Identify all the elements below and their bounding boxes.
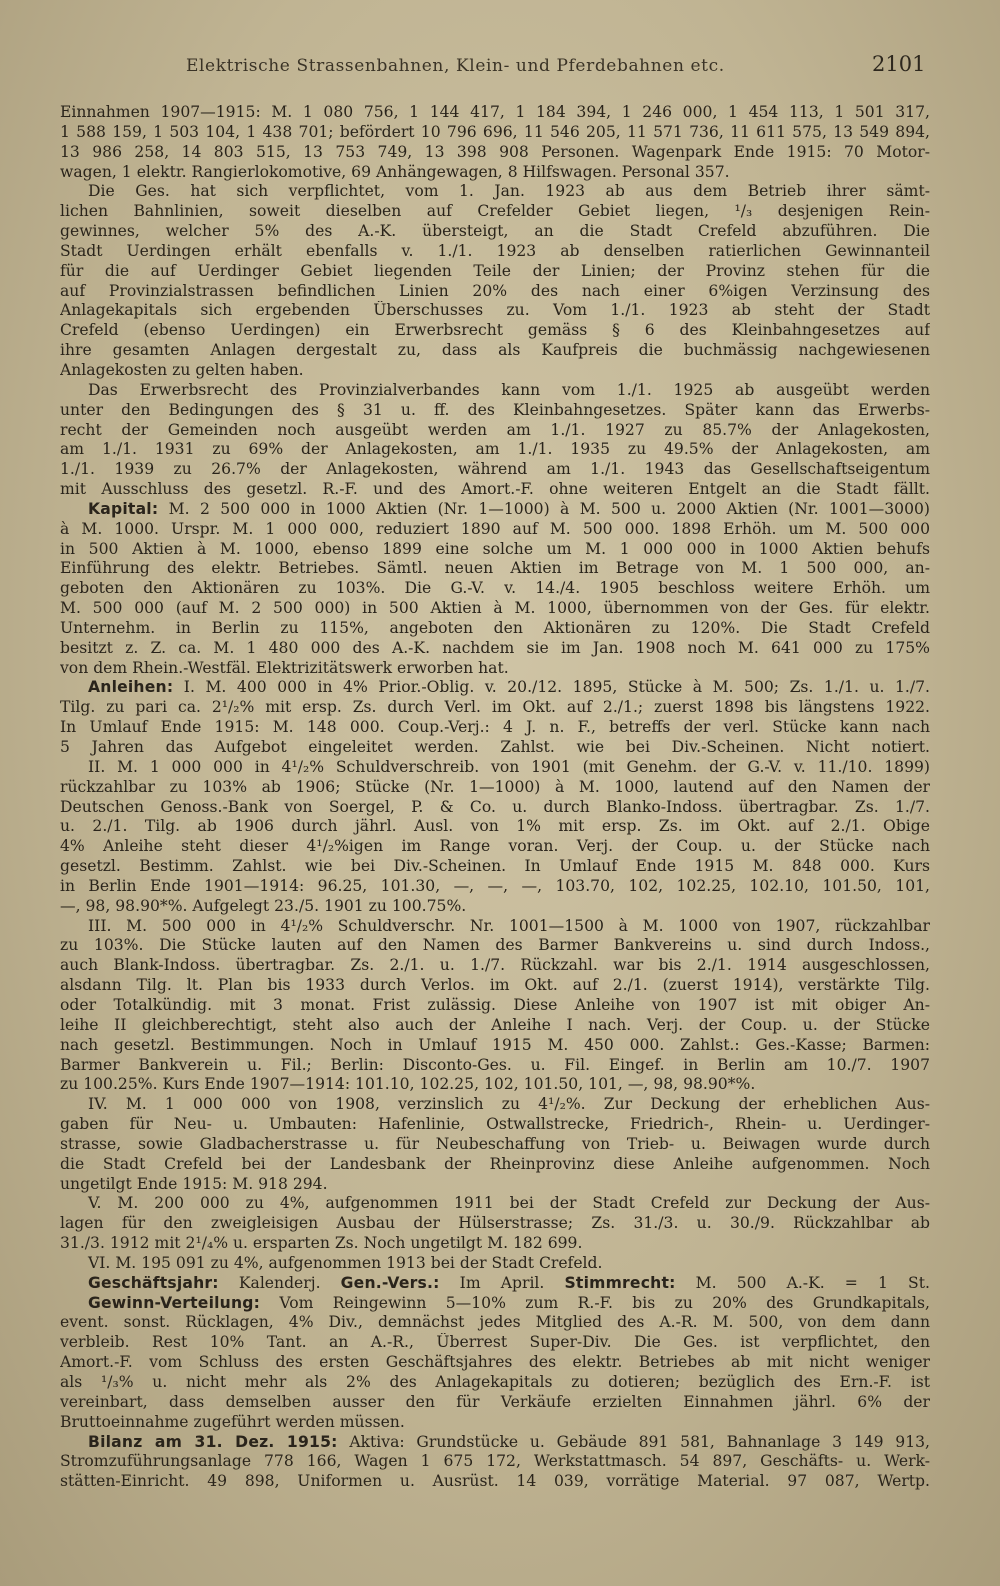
text-line: 1./1. 1939 zu 26.7% der Anlagekosten, während am 1./1. 1943 das Gesellschaftseigentum xyxy=(60,460,930,479)
text-line: auch Blank-Indoss. übertragbar. Zs. 2./1. u. 1./7. Rückzahl. war bis 2./1. 1914 ausgeschlossen, xyxy=(60,956,930,975)
section-label-geschaeftsjahr: Geschäftsjahr: xyxy=(88,1273,219,1292)
text-line: In Umlauf Ende 1915: M. 148 000. Coup.-Verj.: 4 J. n. F., betreffs der verl. Stücke kann nach xyxy=(60,718,930,737)
text-line: mit Ausschluss des gesetzl. R.-F. und des Amort.-F. ohne weiteren Entgelt an die Stadt fällt. xyxy=(60,480,930,499)
text-line: —, 98, 98.90*%. Aufgelegt 23./5. 1901 zu 100.75%. xyxy=(60,896,467,915)
section-label-stimmrecht: Stimmrecht: xyxy=(564,1273,676,1292)
text-line: lagen für den zweigleisigen Ausbau der Hülserstrasse; Zs. 31./3. u. 30./9. Rückzahlbar ab xyxy=(60,1214,930,1233)
section-label-gewinn-verteilung: Gewinn-Verteilung: xyxy=(88,1293,261,1312)
text-line: Einnahmen 1907—1915: M. 1 080 756, 1 144 417, 1 184 394, 1 246 000, 1 454 113, 1 501 317, xyxy=(60,103,930,121)
text-line: die Stadt Crefeld bei der Landesbank der Rheinprovinz diese Anleihe aufgenommen. Noch xyxy=(60,1154,930,1173)
text-line: V. M. 200 000 zu 4%, aufgenommen 1911 bei der Stadt Crefeld zur Deckung der Aus- xyxy=(88,1194,930,1213)
text-line: oder Totalkündig. mit 3 monat. Frist zulässig. Diese Anleihe von 1907 ist mit obiger An- xyxy=(60,995,930,1014)
text-line: Crefeld (ebenso Uerdingen) ein Erwerbsrecht gemäss § 6 des Kleinbahngesetzes auf xyxy=(60,321,930,340)
section-bilanz: Bilanz am 31. Dez. 1915: Aktiva: Grundstücke u. Gebäude 891 581, Bahnanlage 3 149 913, xyxy=(88,1432,930,1451)
text-line: Anlagekosten zu gelten haben. xyxy=(60,360,304,379)
text-line: von dem Rhein.-Westfäl. Elektrizitätswerk erworben hat. xyxy=(60,658,509,677)
text-line: IV. M. 1 000 000 von 1908, verzinslich zu 4¹/₂%. Zur Deckung der erheblichen Aus- xyxy=(88,1095,930,1114)
text-line: alsdann Tilg. lt. Plan bis 1933 durch Verlos. im Okt. auf 2./1. (zuerst 1914), verstärkte Tilg. xyxy=(60,976,930,995)
text-line: 5 Jahren das Aufgebot eingeleitet werden. Zahlst. wie bei Div.-Scheinen. Nicht notiert. xyxy=(60,738,930,756)
text-line: besitzt z. Z. ca. M. 1 480 000 des A.-K. nachdem sie im Jan. 1908 noch M. 641 000 zu 175% xyxy=(60,638,930,657)
section-label-anleihen: Anleihen: xyxy=(88,678,174,697)
text-line: Deutschen Genoss.-Bank von Soergel, P. & Co. u. durch Blanko-Indoss. übertragbar. Zs. 1./7. xyxy=(60,797,930,816)
text-line: Das Erwerbsrecht des Provinzialverbandes kann vom 1./1. 1925 ab ausgeübt werden xyxy=(88,380,930,399)
section-gewinn-verteilung: Gewinn-Verteilung: Vom Reingewinn 5—10% zum R.-F. bis zu 20% des Grundkapitals, xyxy=(88,1293,930,1312)
text-line: unter den Bedingungen des § 31 u. ff. des Kleinbahngesetzes. Später kann das Erwerbs- xyxy=(60,400,930,419)
text-line: in 500 Aktien à M. 1000, ebenso 1899 eine solche um M. 1 000 000 in 1000 Aktien behufs xyxy=(60,539,930,558)
section-label-bilanz: Bilanz am 31. Dez. 1915: xyxy=(88,1432,338,1451)
text-line: 31./3. 1912 mit 2¹/₄% u. ersparten Zs. Noch ungetilgt M. 182 699. xyxy=(60,1234,583,1253)
section-geschaeftsjahr: Geschäftsjahr: Kalenderj. Gen.-Vers.: Im April. Stimmrecht: M. 500 A.-K. = 1 St. xyxy=(88,1273,930,1292)
running-head: Elektrische Strassenbahnen, Klein- und Pferdebahnen etc. xyxy=(186,56,725,76)
text-line: Bruttoeinnahme zugeführt werden müssen. xyxy=(60,1412,405,1431)
text-line: ungetilgt Ende 1915: M. 918 294. xyxy=(60,1174,328,1193)
text-line: VI. M. 195 091 zu 4%, aufgenommen 1913 bei der Stadt Crefeld. xyxy=(88,1253,603,1272)
text-line: verbleib. Rest 10% Tant. an A.-R., Überrest Super-Div. Die Ges. ist verpflichtet, den xyxy=(60,1333,930,1352)
text-line: wagen, 1 elektr. Rangierlokomotive, 69 Anhängewagen, 8 Hilfswagen. Personal 357. xyxy=(60,162,730,181)
text-line: zu 100.25%. Kurs Ende 1907—1914: 101.10, 102.25, 102, 101.50, 101, —, 98, 98.90*%. xyxy=(60,1075,756,1094)
section-anleihen: Anleihen: I. M. 400 000 in 4% Prior.-Oblig. v. 20./12. 1895, Stücke à M. 500; Zs. 1./1. u. 1./7. xyxy=(88,678,930,697)
page-header xyxy=(0,52,1000,88)
text-line: 1 588 159, 1 503 104, 1 438 701; befördert 10 796 696, 11 546 205, 11 571 736, 11 611 575, 13 549 894, xyxy=(60,122,930,141)
text-line: strasse, sowie Gladbacherstrasse u. für Neubeschaffung von Trieb- u. Beiwagen wurde durch xyxy=(60,1134,930,1153)
text-line: rückzahlbar zu 103% ab 1906; Stücke (Nr. 1—1000) à M. 1000, lautend auf den Namen der xyxy=(60,777,930,796)
text-line: vereinbart, dass demselben ausser den für Verkäufe erzielten Einnahmen jährl. 6% der xyxy=(60,1392,930,1411)
text-line: Barmer Bankverein u. Fil.; Berlin: Disconto-Ges. u. Fil. Eingef. in Berlin am 10./7. 1907 xyxy=(60,1055,930,1074)
text-line: III. M. 500 000 in 4¹/₂% Schuldverschr. Nr. 1001—1500 à M. 1000 von 1907, rückzahlbar xyxy=(88,916,930,935)
text-line: II. M. 1 000 000 in 4¹/₂% Schuldverschreib. von 1901 (mit Genehm. der G.-V. v. 11./10. 1899) xyxy=(88,757,930,776)
text-line: nach gesetzl. Bestimmungen. Noch in Umlauf 1915 M. 450 000. Zahlst.: Ges.-Kasse; Barmen: xyxy=(60,1035,930,1054)
text-line: in Berlin Ende 1901—1914: 96.25, 101.30, —, —, —, 103.70, 102, 102.25, 102.10, 101.50, 101, xyxy=(60,876,930,895)
text-line: recht der Gemeinden noch ausgeübt werden am 1./1. 1927 zu 85.7% der Anlagekosten, xyxy=(60,420,930,439)
section-label-kapital: Kapital: xyxy=(88,499,159,518)
text-line: zu 103%. Die Stücke lauten auf den Namen des Barmer Bankvereins u. sind durch Indoss., xyxy=(60,936,930,955)
text-line: Unternehm. in Berlin zu 115%, angeboten den Aktionären zu 120%. Die Stadt Crefeld xyxy=(60,618,930,637)
text-line: gaben für Neu- u. Umbauten: Hafenlinie, Ostwallstrecke, Friedrich-, Rhein- u. Uerdinger- xyxy=(60,1115,930,1134)
section-kapital: Kapital: M. 2 500 000 in 1000 Aktien (Nr. 1—1000) à M. 500 u. 2000 Aktien (Nr. 1001—3000) xyxy=(88,499,930,518)
text-line: stätten-Einricht. 49 898, Uniformen u. Ausrüst. 14 039, vorrätige Material. 97 087, Wertp. xyxy=(60,1472,930,1491)
text-line: event. sonst. Rücklagen, 4% Div., demnächst jedes Mitglied des A.-R. M. 500, von dem dann xyxy=(60,1313,930,1332)
section-label-gen-vers: Gen.-Vers.: xyxy=(340,1273,440,1292)
text-line: als ¹/₃% u. nicht mehr als 2% des Anlagekapitals zu dotieren; bezüglich des Ern.-F. ist xyxy=(60,1373,930,1391)
text-line: leihe II gleichberechtigt, steht also auch der Anleihe I nach. Verj. der Coup. u. der Stücke xyxy=(60,1015,930,1034)
text-line: Stromzuführungsanlage 778 166, Wagen 1 675 172, Werkstattmasch. 54 897, Geschäfts- u. Werk- xyxy=(60,1452,930,1471)
body-text xyxy=(60,103,930,1492)
text-line: M. 500 000 (auf M. 2 500 000) in 500 Aktien à M. 1000, übernommen von der Ges. für elektr. xyxy=(60,599,930,618)
text-line: lichen Bahnlinien, soweit dieselben auf Crefelder Gebiet liegen, ¹/₃ desjenigen Rein- xyxy=(60,202,930,221)
text-line: gesetzl. Bestimm. Zahlst. wie bei Div.-Scheinen. In Umlauf Ende 1915 M. 848 000. Kurs xyxy=(60,857,930,876)
text-line: ihre gesamten Anlagen dergestalt zu, dass als Kaufpreis die buchmässig nachgewiesenen xyxy=(60,341,930,360)
text-line: à M. 1000. Urspr. M. 1 000 000, reduziert 1890 auf M. 500 000. 1898 Erhöh. um M. 500 000 xyxy=(60,519,930,538)
text-line: Die Ges. hat sich verpflichtet, vom 1. Jan. 1923 ab aus dem Betrieb ihrer sämt- xyxy=(88,182,930,201)
text-line: Tilg. zu pari ca. 2¹/₂% mit ersp. Zs. durch Verl. im Okt. auf 2./1.; zuerst 1898 bis längstens 1922. xyxy=(60,698,930,717)
text-line: Einführung des elektr. Betriebes. Sämtl. neuen Aktien im Betrage von M. 1 500 000, an- xyxy=(60,559,930,578)
text-line: Anlagekapitals sich ergebenden Überschusses zu. Vom 1./1. 1923 ab steht der Stadt xyxy=(60,301,930,320)
text-line: gewinnes, welcher 5% des A.-K. übersteigt, an die Stadt Crefeld abzuführen. Die xyxy=(60,222,930,241)
text-line: auf Provinzialstrassen befindlichen Linien 20% des nach einer 6%igen Verzinsung des xyxy=(60,281,930,300)
text-line: Stadt Uerdingen erhält ebenfalls v. 1./1. 1923 ab denselben ratierlichen Gewinnanteil xyxy=(60,241,930,260)
text-line: Amort.-F. vom Schluss des ersten Geschäftsjahres des elektr. Betriebes ab mit nicht weniger xyxy=(60,1353,930,1372)
text-line: geboten den Aktionären zu 103%. Die G.-V. v. 14./4. 1905 beschloss weitere Erhöh. um xyxy=(60,579,930,598)
page-number: 2101 xyxy=(872,52,926,76)
text-line: für die auf Uerdinger Gebiet liegenden Teile der Linien; der Provinz stehen für die xyxy=(60,261,930,280)
text-line: 13 986 258, 14 803 515, 13 753 749, 13 398 908 Personen. Wagenpark Ende 1915: 70 Motor- xyxy=(60,142,930,161)
text-line: u. 2./1. Tilg. ab 1906 durch jährl. Ausl. von 1% mit ersp. Zs. im Okt. auf 2./1. Obige xyxy=(60,817,930,836)
text-line: am 1./1. 1931 zu 69% der Anlagekosten, am 1./1. 1935 zu 49.5% der Anlagekosten, am xyxy=(60,440,930,459)
text-line: 4% Anleihe steht dieser 4¹/₂%igen im Range voran. Verj. der Coup. u. der Stücke nach xyxy=(60,837,930,856)
